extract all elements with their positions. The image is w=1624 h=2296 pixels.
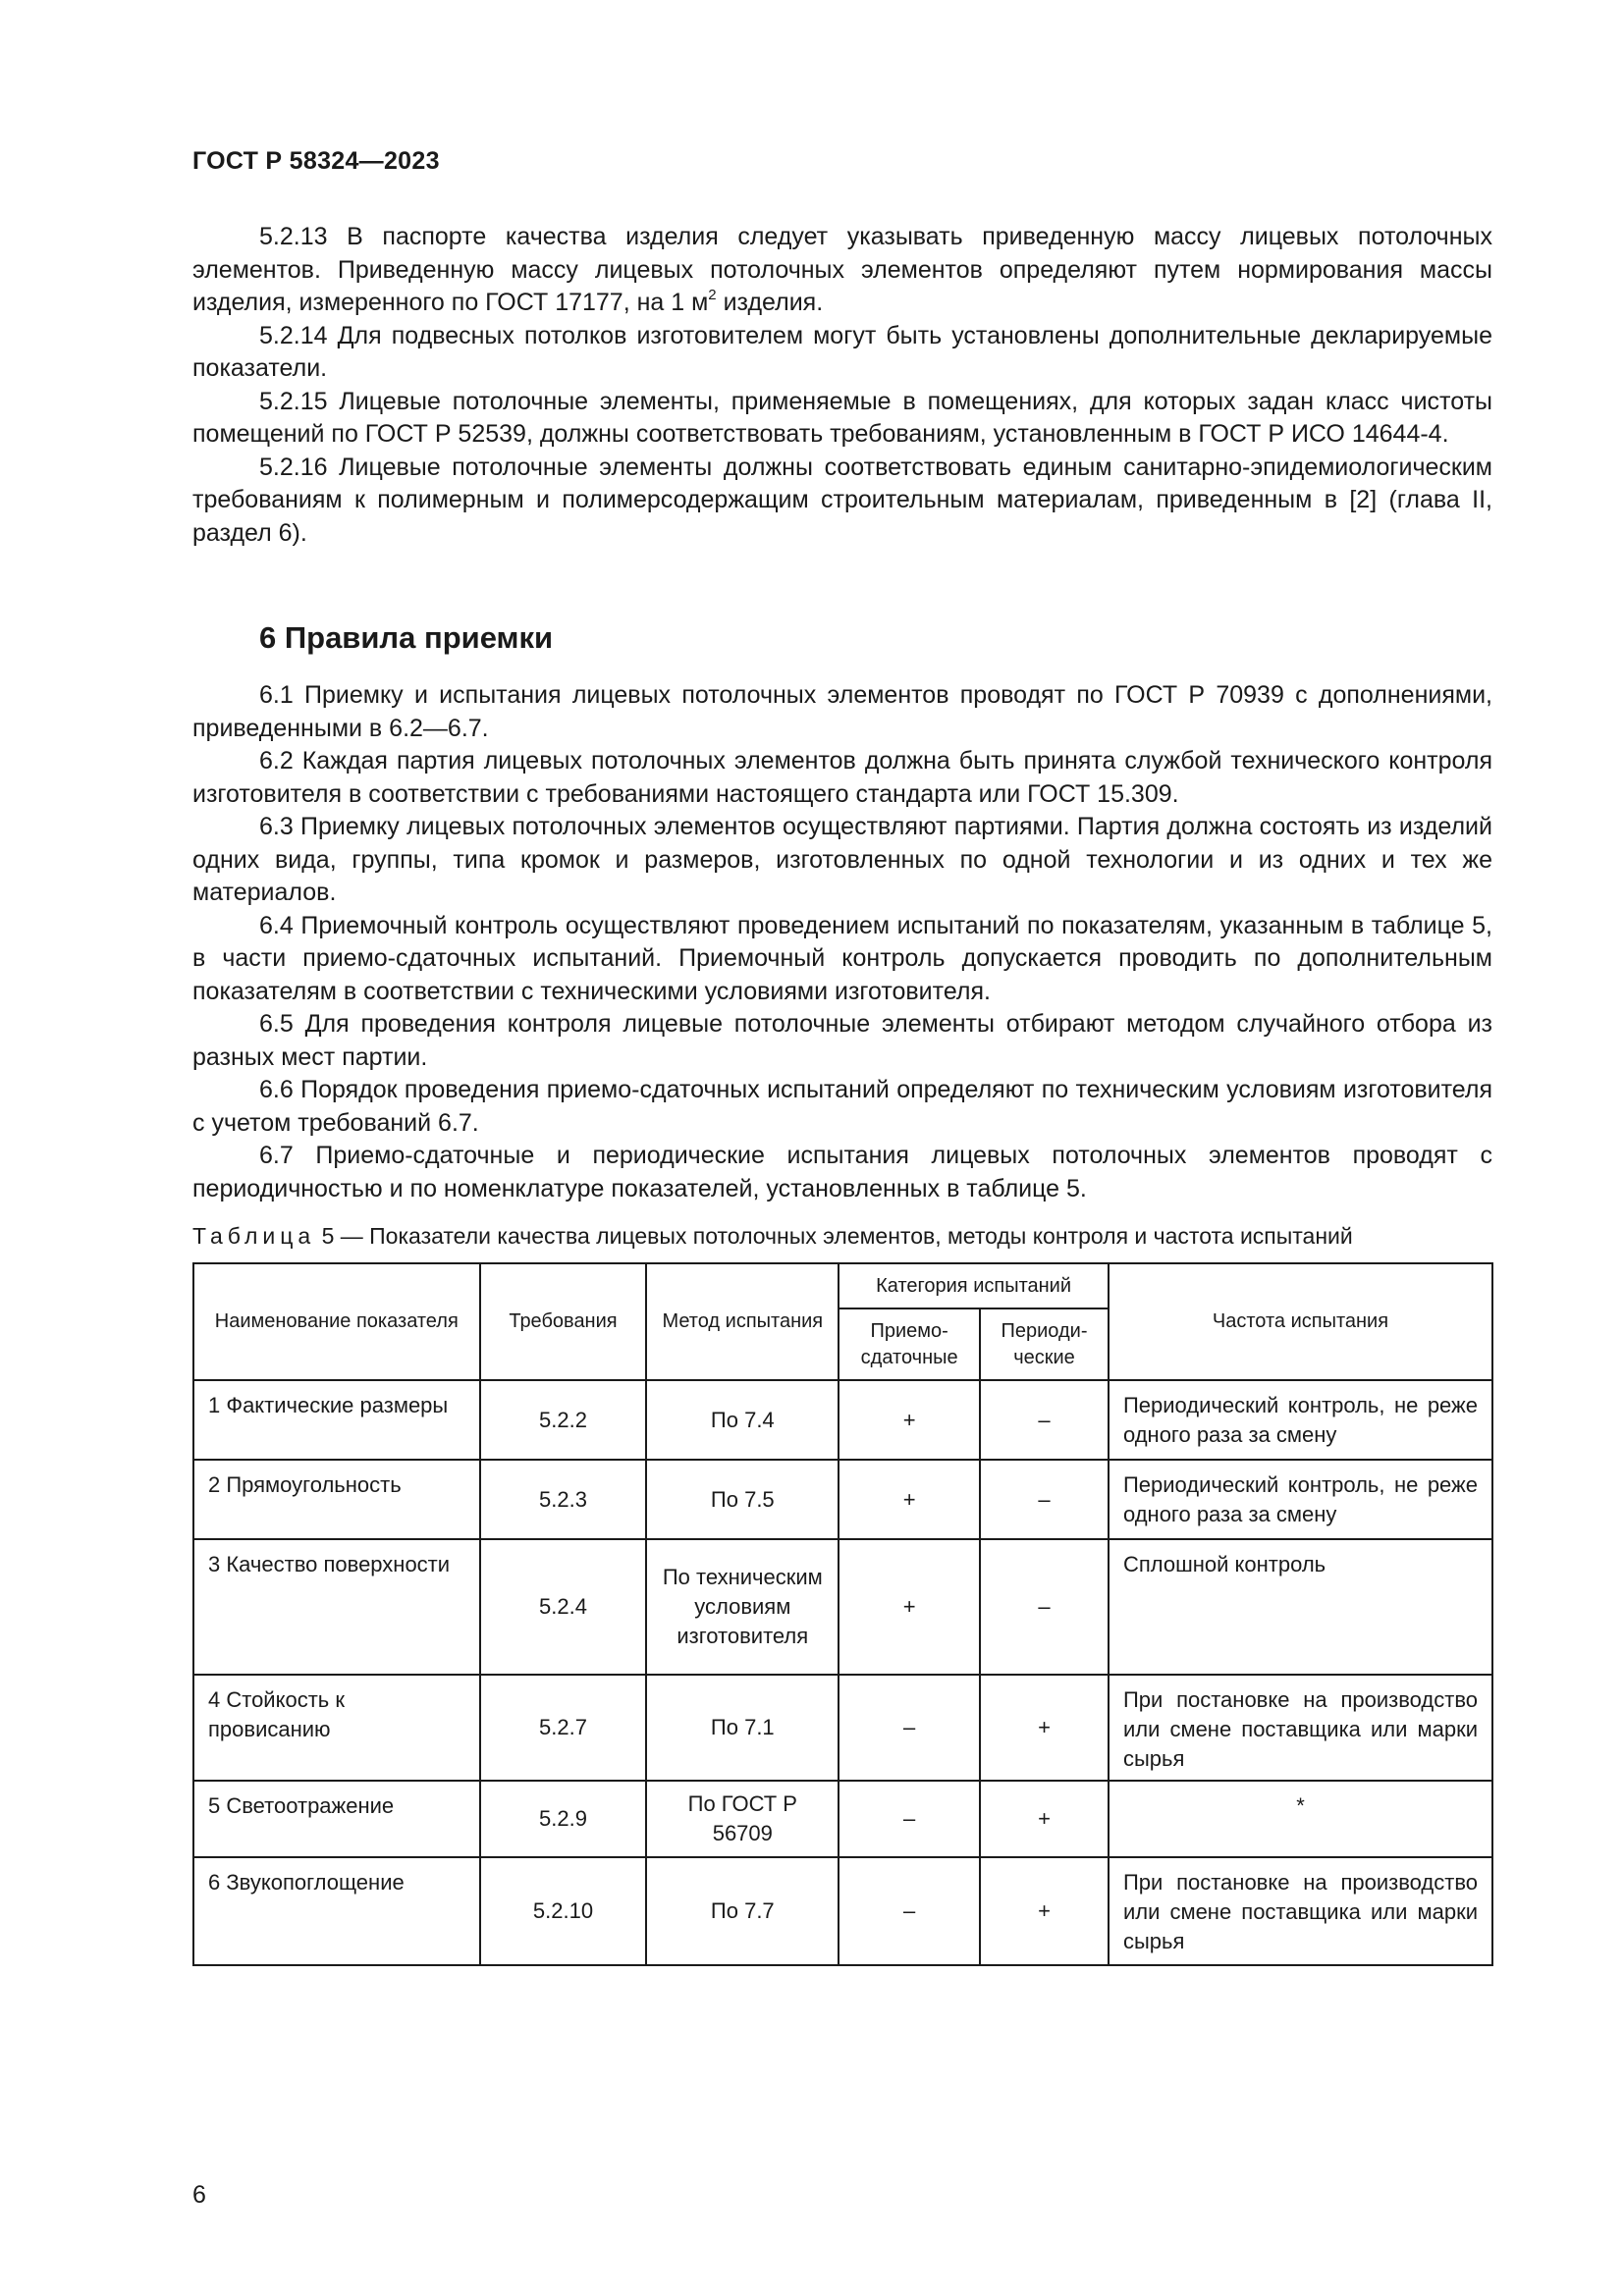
table-row: [193, 1857, 1492, 1965]
quality-indicators-table: [192, 1262, 1493, 1966]
header-requirements: Требования: [480, 1263, 647, 1380]
cell-frequency: Сплошной контроль: [1109, 1539, 1492, 1675]
cell-method: По 7.1: [646, 1675, 839, 1781]
paragraph-6-4: 6.4 Приемочный контроль осуществляют проведением испытаний по показателям, указанным в таблице 5, в части приемо-сдаточных испытаний. Приемочный контроль допускается проводить по дополнительным показателям в соответствии с техническими условиями изготовителя.: [192, 911, 1492, 1005]
superscript: 2: [708, 287, 717, 303]
cell-periodic: +: [980, 1675, 1109, 1781]
cell-requirements: 5.2.4: [480, 1539, 647, 1675]
table-caption-text: — Показатели качества лицевых потолочных элементов, методы контроля и частота испытаний: [334, 1223, 1353, 1249]
paragraph-5-2-13: [192, 221, 1492, 320]
table-caption: [192, 1223, 1498, 1250]
table-header-row: [193, 1263, 1492, 1308]
cell-frequency: Периодический контроль, не реже одного раза за смену: [1109, 1460, 1492, 1539]
paragraph-5-2-15: 5.2.15 Лицевые потолочные элементы, применяемые в помещениях, для которых задан класс чистоты помещений по ГОСТ Р 52539, должны соответствовать требованиям, установленным в ГОСТ Р ИСО 14644-4.: [192, 387, 1492, 448]
table-row: [193, 1539, 1492, 1675]
cell-acceptance: –: [839, 1675, 980, 1781]
table-row: [193, 1675, 1492, 1781]
cell-name: 6 Звукопоглощение: [193, 1857, 480, 1965]
header-frequency: Частота испытания: [1109, 1263, 1492, 1380]
cell-method: По 7.4: [646, 1380, 839, 1460]
cell-method: По 7.5: [646, 1460, 839, 1539]
cell-frequency: *: [1109, 1781, 1492, 1857]
table-row: [193, 1781, 1492, 1857]
cell-acceptance: +: [839, 1539, 980, 1675]
cell-acceptance: –: [839, 1781, 980, 1857]
document-code-header: ГОСТ Р 58324—2023: [192, 147, 440, 175]
cell-periodic: –: [980, 1539, 1109, 1675]
cell-acceptance: +: [839, 1460, 980, 1539]
cell-periodic: –: [980, 1380, 1109, 1460]
paragraph-5-2-14: 5.2.14 Для подвесных потолков изготовителем могут быть установлены дополнительные декларируемые показатели.: [192, 321, 1492, 382]
cell-requirements: 5.2.2: [480, 1380, 647, 1460]
paragraph-text: 5.2.13 В паспорте качества изделия следует указывать приведенную массу лицевых потолочных элементов. Приведенную массу лицевых потолочных элементов определяют путем нормирования массы изделия, измеренного по ГОСТ 17177, на 1 м: [192, 223, 1492, 316]
paragraph-6-3: 6.3 Приемку лицевых потолочных элементов осуществляют партиями. Партия должна состоять из изделий одних вида, группы, типа кромок и размеров, изготовленных по одной технологии и из одних и тех же материалов.: [192, 813, 1492, 906]
table-row: [193, 1460, 1492, 1539]
table-caption-label: Таблица: [192, 1223, 316, 1249]
cell-name: 4 Стойкость к провисанию: [193, 1675, 480, 1781]
header-periodic: Периоди-ческие: [980, 1308, 1109, 1380]
section-6-paragraphs: [192, 679, 1492, 1205]
paragraph-6-2: 6.2 Каждая партия лицевых потолочных элементов должна быть принята службой технического контроля изготовителя в соответствии с требованиями настоящего стандарта или ГОСТ 15.309.: [192, 747, 1492, 808]
cell-requirements: 5.2.3: [480, 1460, 647, 1539]
paragraph-6-5: 6.5 Для проведения контроля лицевые потолочные элементы отбирают методом случайного отбора из разных мест партии.: [192, 1010, 1492, 1071]
cell-requirements: 5.2.9: [480, 1781, 647, 1857]
paragraph-6-1: 6.1 Приемку и испытания лицевых потолочных элементов проводят по ГОСТ Р 70939 с дополнениями, приведенными в 6.2—6.7.: [192, 681, 1492, 742]
header-name: Наименование показателя: [193, 1263, 480, 1380]
cell-method: По ГОСТ Р 56709: [646, 1781, 839, 1857]
header-method: Метод испытания: [646, 1263, 839, 1380]
paragraph-5-2-16: 5.2.16 Лицевые потолочные элементы должны соответствовать единым санитарно-эпидемиологическим требованиям к полимерным и полимерсодержащим строительным материалам, приведенным в [2] (глава II, раздел 6).: [192, 453, 1492, 547]
cell-periodic: +: [980, 1781, 1109, 1857]
table-caption-number: 5: [321, 1223, 335, 1249]
cell-name: 1 Фактические размеры: [193, 1380, 480, 1460]
section-6-title: 6 Правила приемки: [259, 620, 554, 655]
cell-acceptance: –: [839, 1857, 980, 1965]
paragraph-text: изделия.: [716, 289, 824, 316]
cell-method: По 7.7: [646, 1857, 839, 1965]
header-acceptance: Приемо-сдаточные: [839, 1308, 980, 1380]
cell-acceptance: +: [839, 1380, 980, 1460]
cell-name: 2 Прямоугольность: [193, 1460, 480, 1539]
cell-name: 3 Качество поверхности: [193, 1539, 480, 1675]
table-row: [193, 1380, 1492, 1460]
cell-periodic: +: [980, 1857, 1109, 1965]
paragraph-6-6: 6.6 Порядок проведения приемо-сдаточных испытаний определяют по техническим условиям изготовителя с учетом требований 6.7.: [192, 1076, 1492, 1137]
cell-name: 5 Светоотражение: [193, 1781, 480, 1857]
cell-frequency: Периодический контроль, не реже одного раза за смену: [1109, 1380, 1492, 1460]
paragraph-6-7: 6.7 Приемо-сдаточные и периодические испытания лицевых потолочных элементов проводят с периодичностью и по номенклатуре показателей, установленных в таблице 5.: [192, 1142, 1492, 1202]
header-category: Категория испытаний: [839, 1263, 1109, 1308]
cell-requirements: 5.2.10: [480, 1857, 647, 1965]
page-number: 6: [192, 2181, 206, 2209]
cell-method: По техническим условиям изготовителя: [646, 1539, 839, 1675]
cell-frequency: При постановке на производство или смене поставщика или марки сырья: [1109, 1857, 1492, 1965]
section-5-paragraphs: [192, 221, 1492, 550]
cell-frequency: При постановке на производство или смене поставщика или марки сырья: [1109, 1675, 1492, 1781]
cell-periodic: –: [980, 1460, 1109, 1539]
cell-requirements: 5.2.7: [480, 1675, 647, 1781]
